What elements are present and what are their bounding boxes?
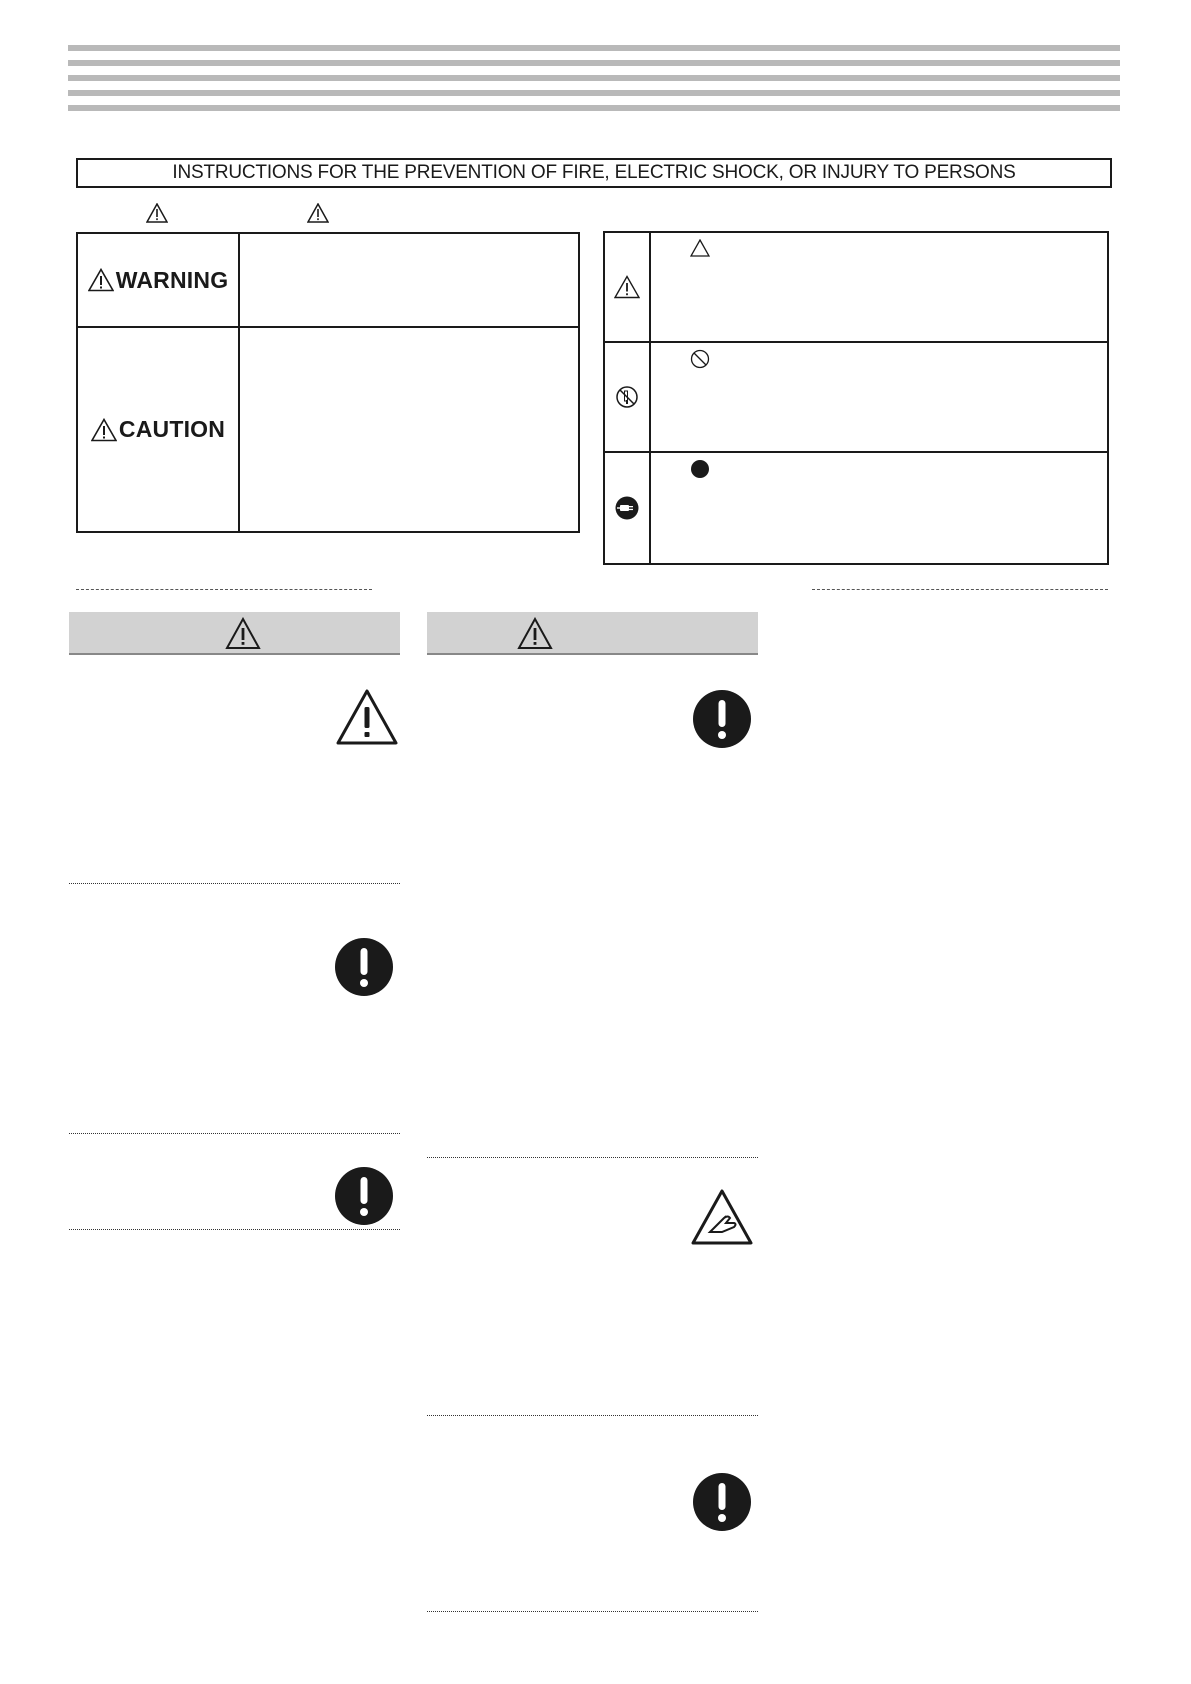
symbol-row-prohibited <box>605 343 1107 453</box>
header-stripe-4 <box>68 90 1120 96</box>
header-stripe-2 <box>68 60 1120 66</box>
item-separator <box>69 883 400 884</box>
item-separator <box>69 1229 400 1230</box>
mandatory-icon <box>334 1166 394 1226</box>
symbol-row-mandatory <box>605 453 1107 563</box>
warning-section-header-continued <box>427 612 758 655</box>
mandatory-icon <box>692 1472 752 1532</box>
item-separator <box>69 1133 400 1134</box>
warning-section-header <box>69 612 400 655</box>
signal-word-table <box>76 232 580 533</box>
header-stripe-1 <box>68 45 1120 51</box>
unplug-icon <box>614 495 640 521</box>
warning-triangle-icon <box>307 203 329 223</box>
warning-triangle-icon <box>517 617 553 650</box>
item-separator <box>427 1157 758 1158</box>
warning-triangle-icon <box>91 418 117 442</box>
warning-signal-word <box>78 234 238 326</box>
warning-triangle-icon <box>614 275 640 299</box>
column-separator-right <box>812 589 1108 590</box>
page-title-text: INSTRUCTIONS FOR THE PREVENTION OF FIRE, ELECTRIC SHOCK, OR INJURY TO PERSONS <box>172 162 1016 183</box>
mandatory-icon <box>692 689 752 749</box>
header-stripe-3 <box>68 75 1120 81</box>
mandatory-icon <box>334 937 394 997</box>
warning-triangle-icon <box>146 203 168 223</box>
caution-definition-row <box>78 328 578 531</box>
symbol-legend-table <box>603 231 1109 565</box>
warning-triangle-icon <box>88 268 114 292</box>
prohibition-disassemble-icon <box>615 385 639 409</box>
header-stripe-5 <box>68 105 1120 111</box>
filled-circle-icon <box>690 459 710 479</box>
circle-slash-icon <box>690 349 710 369</box>
column-separator-left <box>76 589 372 590</box>
warning-triangle-icon <box>225 617 261 650</box>
caution-label: CAUTION <box>118 416 226 442</box>
caution-signal-word <box>78 328 238 531</box>
triangle-outline-icon <box>690 239 710 257</box>
item-separator <box>427 1415 758 1416</box>
warning-triangle-icon <box>335 688 399 746</box>
page-title <box>76 158 1112 188</box>
item-separator <box>427 1611 758 1612</box>
hand-pinch-icon <box>690 1188 754 1246</box>
warning-label: WARNING <box>115 266 229 293</box>
warning-definition-row <box>78 234 578 328</box>
symbol-row-caution <box>605 233 1107 343</box>
